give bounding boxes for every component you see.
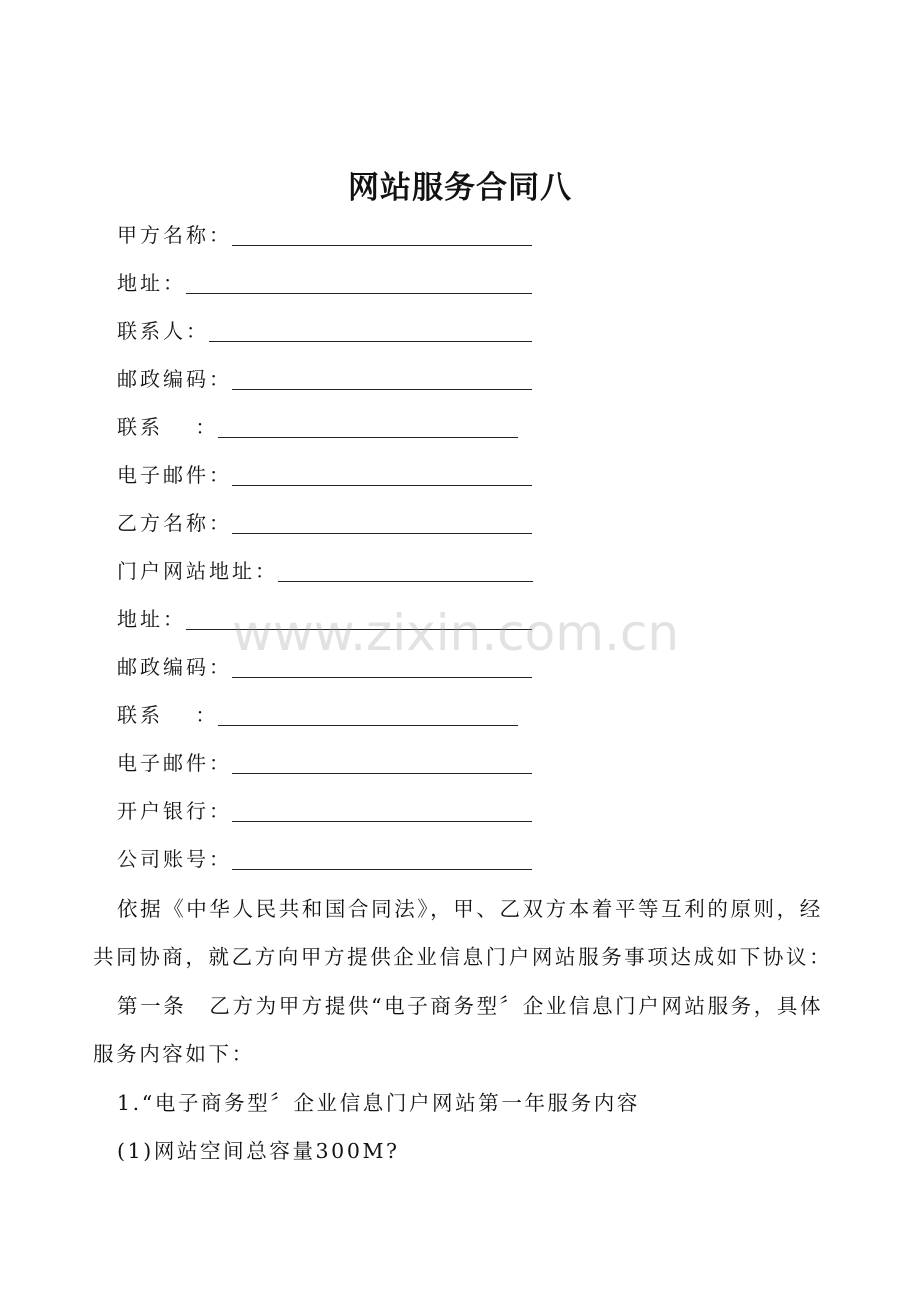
- field-label: 门户网站地址：: [117, 559, 278, 583]
- party-b-account-field: [117, 844, 532, 874]
- article-one-line-2: 服务内容如下：: [93, 1042, 255, 1066]
- fill-in-blank: [232, 847, 532, 870]
- article-one-line-1: 第一条 乙方为甲方提供“电子商务型〞企业信息门户网站服务，具体: [117, 994, 824, 1018]
- party-a-contact-person-field: [117, 316, 532, 346]
- party-a-phone-field: [117, 412, 518, 442]
- field-label: 联系 ：: [117, 703, 219, 727]
- field-label: 邮政编码：: [117, 367, 232, 391]
- field-label: 开户银行：: [117, 799, 232, 823]
- contract-title: 网站服务合同八: [348, 170, 572, 206]
- preamble-line-1: 依据《中华人民共和国合同法》，甲、乙双方本着平等互利的原则，经: [117, 897, 823, 921]
- party-b-address-field: [117, 604, 532, 634]
- field-label: 乙方名称：: [117, 511, 232, 535]
- fill-in-blank: [232, 463, 532, 486]
- fill-in-blank: [232, 223, 532, 246]
- fill-in-blank: [209, 319, 532, 342]
- watermark: www.zixin.com.cn: [232, 604, 680, 662]
- field-label: 联系人：: [117, 319, 209, 343]
- party-b-name-field: [117, 508, 532, 538]
- fill-in-blank: [218, 703, 518, 726]
- party-a-postal-code-field: [117, 364, 532, 394]
- fill-in-blank: [232, 799, 532, 822]
- field-label: 地址：: [117, 271, 186, 295]
- item-1-1: (1)网站空间总容量300M?: [117, 1139, 400, 1163]
- fill-in-blank: [186, 607, 532, 630]
- fill-in-blank: [232, 751, 532, 774]
- preamble-line-2: 共同协商，就乙方向甲方提供企业信息门户网站服务事项达成如下协议：: [93, 945, 833, 969]
- party-a-name-field: [117, 220, 532, 250]
- party-b-portal-address-field: [117, 556, 533, 586]
- fill-in-blank: [278, 559, 533, 582]
- field-label: 电子邮件：: [117, 751, 232, 775]
- field-label: 公司账号：: [117, 847, 232, 871]
- item-1-heading: 1.“电子商务型〞企业信息门户网站第一年服务内容: [117, 1091, 640, 1115]
- field-label: 甲方名称：: [117, 223, 232, 247]
- party-a-email-field: [117, 460, 532, 490]
- party-b-postal-code-field: [117, 652, 532, 682]
- party-b-phone-field: [117, 700, 518, 730]
- field-label: 电子邮件：: [117, 463, 232, 487]
- field-label: 邮政编码：: [117, 655, 232, 679]
- fill-in-blank: [186, 271, 532, 294]
- party-b-email-field: [117, 748, 532, 778]
- fill-in-blank: [232, 655, 532, 678]
- field-label: 地址：: [117, 607, 186, 631]
- field-label: 联系 ：: [117, 415, 219, 439]
- party-b-bank-field: [117, 796, 532, 826]
- party-a-address-field: [117, 268, 532, 298]
- fill-in-blank: [218, 415, 518, 438]
- fill-in-blank: [232, 367, 532, 390]
- fill-in-blank: [232, 511, 532, 534]
